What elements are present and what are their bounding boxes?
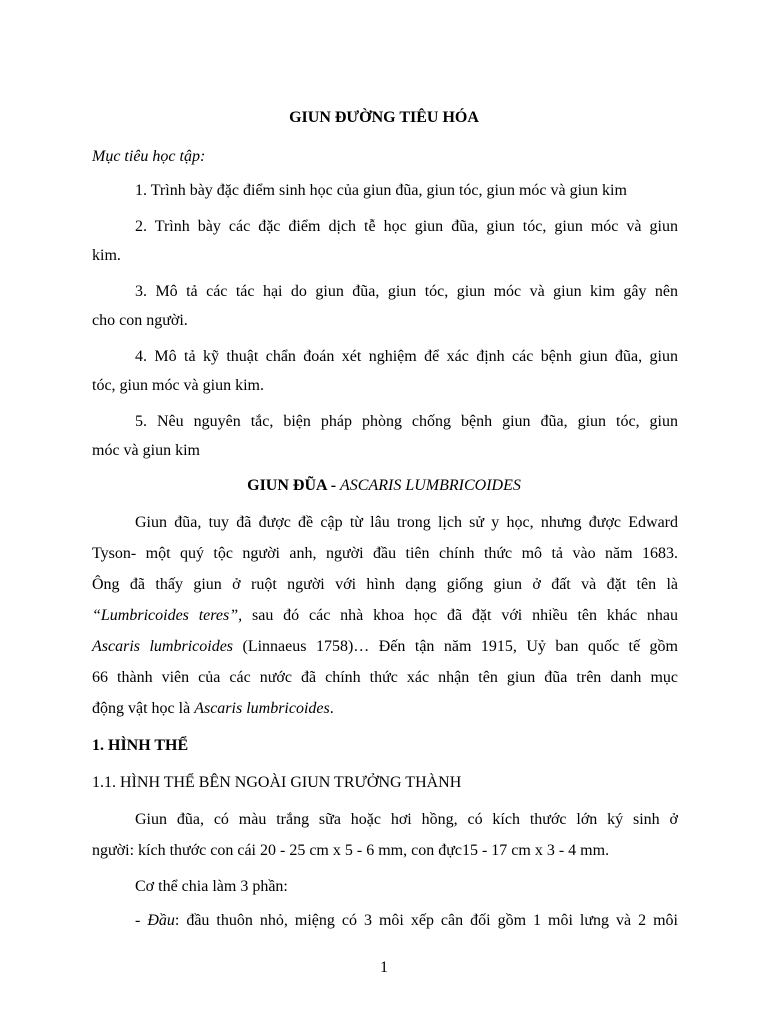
- morph-line-2: người: kích thước con cái 20 - 25 cm x 5 - 6 mm, con đực15 - 17 cm x 3 - 4 mm.: [92, 842, 610, 859]
- intro-line-5: [92, 637, 678, 657]
- morph-line-3: Cơ thể chia làm 3 phần:: [135, 878, 288, 895]
- objectives-heading: Mục tiêu học tập:: [92, 148, 206, 165]
- objective-3-line-1: 3. Mô tả các tác hại do giun đũa, giun tóc, giun móc và giun kim gây nên: [135, 283, 678, 300]
- latin-name-2: Ascaris lumbricoides: [194, 700, 330, 717]
- page-title: GIUN ĐƯỜNG TIÊU HÓA: [289, 109, 479, 126]
- heading-1: 1. HÌNH THỂ: [92, 737, 189, 754]
- objective-5-line-2: móc và giun kim: [92, 442, 200, 459]
- intro-line-4-text: sau đó các nhà khoa học đã đặt với nhiều tên khác nhau: [242, 607, 679, 624]
- intro-line-2: Tyson- một quý tộc người anh, người đầu tiên chính thức mô tả vào năm 1683.: [92, 545, 678, 562]
- objective-5-line-1: 5. Nêu nguyên tắc, biện pháp phòng chống bệnh giun đũa, giun tóc, giun: [135, 413, 678, 430]
- quoted-latin-name: “Lumbricoides teres”,: [92, 607, 243, 624]
- intro-line-4: [92, 606, 678, 626]
- section-title-latin: ASCARIS LUMBRICOIDES: [340, 477, 521, 494]
- morph-line-4: [135, 911, 678, 931]
- intro-line-5-text: (Linnaeus 1758)… Đến tận năm 1915, Uỷ ban quốc tế gồm: [233, 638, 679, 655]
- heading-1-1: 1.1. HÌNH THỂ BÊN NGOÀI GIUN TRƯỞNG THÀNH: [92, 774, 462, 791]
- objective-2-line-1: 2. Trình bày các đặc điểm dịch tễ học giun đũa, giun tóc, giun móc và giun: [135, 218, 678, 235]
- objective-2-line-2: kim.: [92, 247, 121, 264]
- objective-4-line-2: tóc, giun móc và giun kim.: [92, 377, 264, 394]
- section-title: [0, 476, 768, 496]
- objective-1: 1. Trình bày đặc điểm sinh học của giun đũa, giun tóc, giun móc và giun kim: [135, 182, 627, 199]
- intro-line-7-end: .: [329, 700, 334, 717]
- intro-line-3: Ông đã thấy giun ở ruột người với hình dạng giống giun ở đất và đặt tên là: [92, 576, 678, 593]
- intro-line-7-text: động vật học là: [92, 700, 195, 717]
- page-number: 1: [380, 959, 388, 976]
- morph-line-4-text: : đầu thuôn nhỏ, miệng có 3 môi xếp cân đối gồm 1 môi lưng và 2 môi: [174, 912, 679, 929]
- intro-line-1: Giun đũa, tuy đã được đề cập từ lâu trong lịch sử y học, nhưng được Edward: [135, 514, 678, 531]
- section-title-plain: GIUN ĐŨA -: [247, 477, 341, 494]
- intro-line-7: [92, 699, 334, 719]
- latin-name: Ascaris lumbricoides: [92, 638, 234, 655]
- objective-4-line-1: 4. Mô tả kỹ thuật chẩn đoán xét nghiệm để xác định các bệnh giun đũa, giun: [135, 348, 678, 365]
- morph-line-1: Giun đũa, có màu trắng sữa hoặc hơi hồng, có kích thước lớn ký sinh ở: [135, 811, 678, 828]
- head-label: - Đầu: [135, 912, 175, 929]
- objective-3-line-2: cho con người.: [92, 312, 188, 329]
- intro-line-6: 66 thành viên của các nước đã chính thức xác nhận tên giun đũa trên danh mục: [92, 669, 678, 686]
